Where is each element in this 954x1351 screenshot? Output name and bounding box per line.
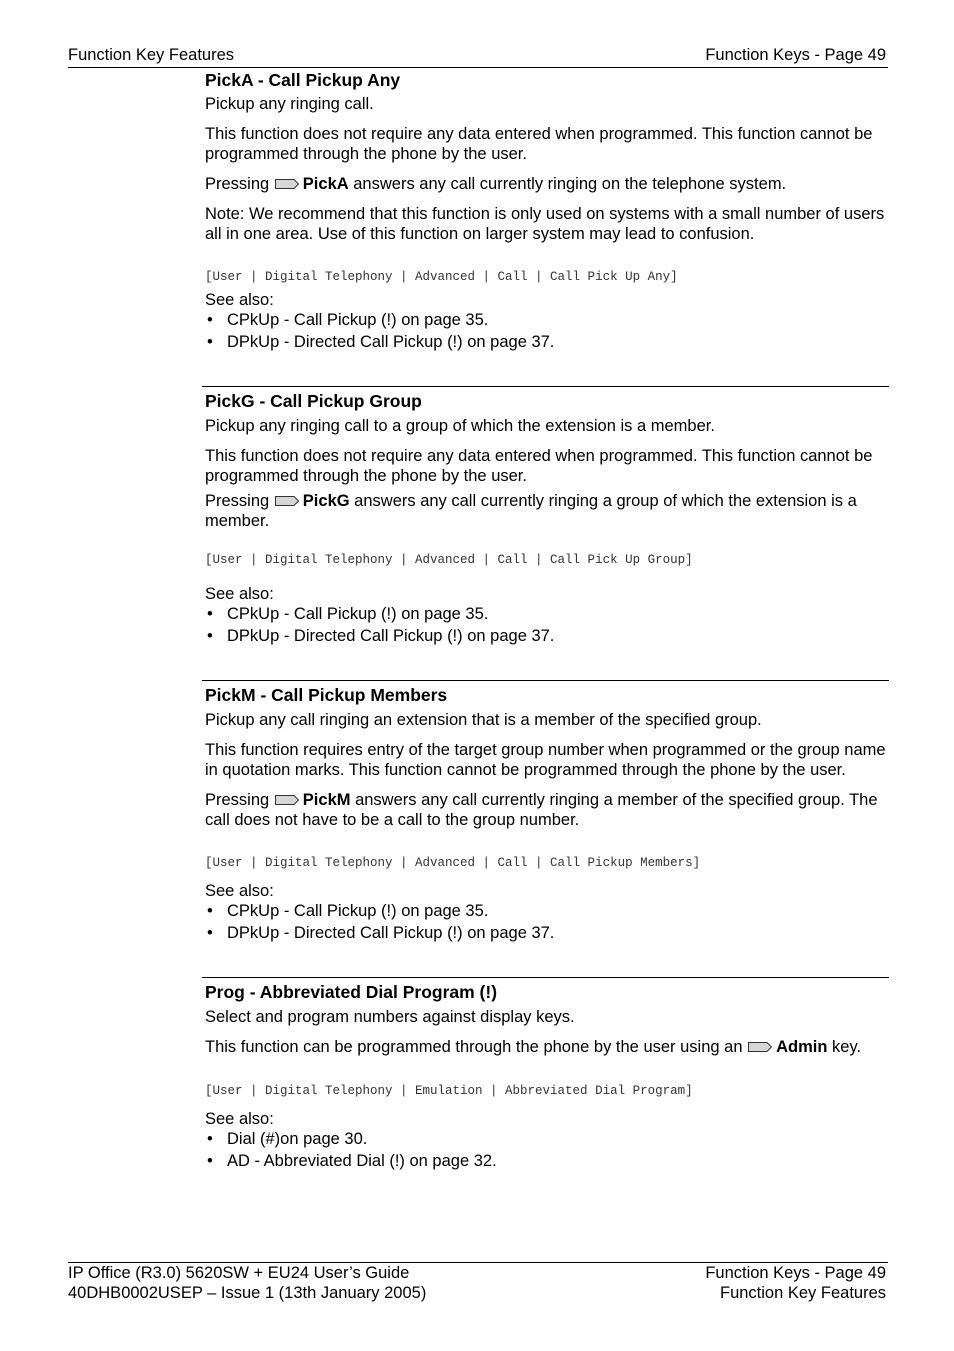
page-content — [205, 68, 889, 1172]
section-picka — [205, 68, 889, 353]
section-description: Pickup any ringing call to a group of which the extension is a member. — [205, 417, 715, 435]
see-also-link[interactable]: Dial (#)on page 30. — [227, 1130, 368, 1148]
config-path: [User | Digital Telephony | Advanced | Call | Call Pick Up Any] — [205, 270, 678, 284]
footer-right-2: Function Key Features — [720, 1284, 886, 1302]
section-description: Pickup any call ringing an extension that is a member of the specified group. — [205, 711, 762, 729]
see-also-list — [205, 901, 889, 944]
see-also-link[interactable]: AD - Abbreviated Dial (!) on page 32. — [227, 1151, 497, 1170]
config-path: [User | Digital Telephony | Advanced | Call | Call Pick Up Group] — [205, 553, 693, 567]
see-also-link[interactable]: CPkUp - Call Pickup (!) on page 35. — [227, 902, 489, 920]
see-also-link[interactable]: DPkUp - Directed Call Pickup (!) on page 37. — [227, 923, 555, 942]
see-also-link[interactable]: CPkUp - Call Pickup (!) on page 35. — [227, 605, 489, 623]
config-path: [User | Digital Telephony | Emulation | Abbreviated Dial Program] — [205, 1084, 693, 1098]
bullet-icon: • — [207, 1130, 213, 1148]
see-also-list — [205, 310, 889, 353]
page-header — [68, 45, 888, 68]
paragraph-suffix: key. — [832, 1038, 862, 1056]
see-also-label: See also: — [205, 291, 274, 309]
key-label: PickG — [302, 492, 350, 510]
note-paragraph: Note: We recommend that this function is only used on systems with a small number of users all in one area. Use of this function on larger system may lead to confusion. — [205, 205, 885, 243]
key-label: PickM — [302, 791, 351, 809]
function-key-icon — [274, 178, 300, 190]
header-left: Function Key Features — [68, 46, 234, 64]
see-also-item[interactable] — [205, 626, 889, 648]
footer-right-1: Function Keys - Page 49 — [705, 1264, 886, 1282]
footer-left-1: IP Office (R3.0) 5620SW + EU24 User’s Guide — [68, 1264, 410, 1282]
header-right: Function Keys - Page 49 — [705, 46, 886, 64]
section-paragraph: This function requires entry of the target group number when programmed or the group name in quotation marks. This function cannot be programmed through the phone by the user. — [205, 741, 886, 779]
section-description: Select and program numbers against display keys. — [205, 1008, 575, 1026]
footer-row — [68, 1283, 888, 1303]
see-also-item[interactable] — [205, 604, 889, 626]
section-divider — [202, 680, 889, 681]
section-title: PickM - Call Pickup Members — [205, 685, 448, 705]
pressing-prefix: Pressing — [205, 492, 270, 510]
see-also-label: See also: — [205, 882, 274, 900]
pressing-prefix: Pressing — [205, 791, 270, 809]
pressing-suffix: answers any call currently ringing a member of the specified group. The call does not have to be a call to the group number. — [205, 791, 878, 829]
section-description: Pickup any ringing call. — [205, 95, 374, 113]
config-path: [User | Digital Telephony | Advanced | Call | Call Pickup Members] — [205, 856, 701, 870]
section-title: Prog - Abbreviated Dial Program (!) — [205, 982, 498, 1002]
key-label: Admin — [776, 1038, 828, 1056]
section-pickg — [205, 387, 889, 647]
section-prog — [205, 978, 889, 1172]
pressing-line — [205, 790, 889, 830]
see-also-item[interactable] — [205, 310, 889, 332]
bullet-icon: • — [207, 923, 213, 942]
admin-paragraph — [205, 1037, 889, 1057]
see-also-item[interactable] — [205, 1151, 889, 1173]
bullet-icon: • — [207, 605, 213, 623]
bullet-icon: • — [207, 902, 213, 920]
section-paragraph: This function does not require any data entered when programmed. This function cannot be programmed through the phone by the user. — [205, 125, 873, 163]
paragraph-prefix: This function can be programmed through the phone by the user using an — [205, 1038, 743, 1056]
section-title: PickA - Call Pickup Any — [205, 70, 401, 90]
section-paragraph: This function does not require any data entered when programmed. This function cannot be programmed through the phone by the user. — [205, 447, 873, 485]
see-also-link[interactable]: DPkUp - Directed Call Pickup (!) on page 37. — [227, 626, 555, 645]
footer-row — [68, 1263, 888, 1283]
see-also-list — [205, 604, 889, 647]
function-key-icon — [274, 495, 300, 507]
section-title: PickG - Call Pickup Group — [205, 391, 422, 411]
see-also-item[interactable] — [205, 332, 889, 354]
pressing-prefix: Pressing — [205, 175, 270, 193]
pressing-suffix: answers any call currently ringing a group of which the extension is a member. — [205, 492, 857, 530]
bullet-icon: • — [207, 332, 213, 351]
section-divider — [202, 386, 889, 387]
see-also-item[interactable] — [205, 1129, 889, 1151]
see-also-link[interactable]: CPkUp - Call Pickup (!) on page 35. — [227, 311, 489, 329]
see-also-item[interactable] — [205, 923, 889, 945]
function-key-icon — [747, 1041, 773, 1053]
function-key-icon — [274, 794, 300, 806]
pressing-suffix: answers any call currently ringing on the telephone system. — [353, 175, 787, 193]
bullet-icon: • — [207, 1151, 213, 1170]
footer-left-2: 40DHB0002USEP – Issue 1 (13th January 2005) — [68, 1284, 427, 1302]
page-footer — [68, 1262, 888, 1303]
key-label: PickA — [302, 175, 349, 193]
bullet-icon: • — [207, 626, 213, 645]
section-divider — [202, 977, 889, 978]
pressing-line — [205, 491, 889, 531]
see-also-label: See also: — [205, 1110, 274, 1128]
see-also-item[interactable] — [205, 901, 889, 923]
section-pickm — [205, 681, 889, 944]
see-also-label: See also: — [205, 585, 274, 603]
pressing-line — [205, 174, 889, 194]
see-also-list — [205, 1129, 889, 1172]
bullet-icon: • — [207, 311, 213, 329]
see-also-link[interactable]: DPkUp - Directed Call Pickup (!) on page 37. — [227, 332, 555, 351]
